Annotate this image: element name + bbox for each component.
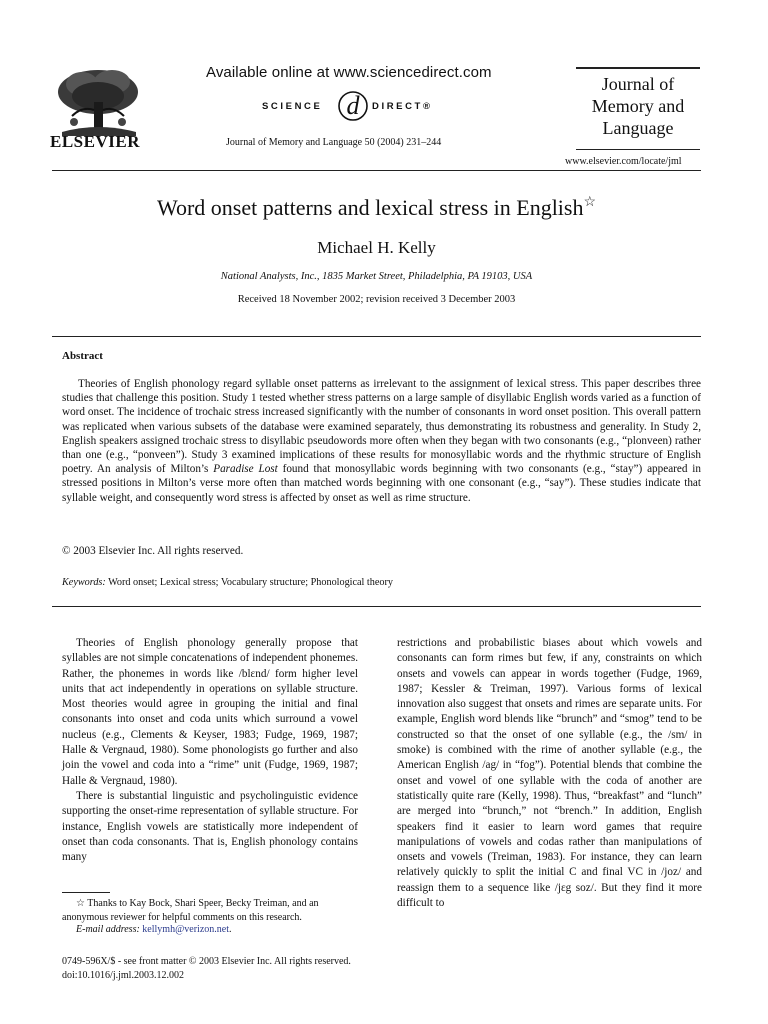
front-matter-line: 0749-596X/$ - see front matter © 2003 Elsevier Inc. All rights reserved. bbox=[62, 956, 351, 967]
title-footnote-star-icon[interactable]: ☆ bbox=[583, 195, 597, 210]
doi-line[interactable]: doi:10.1016/j.jml.2003.12.002 bbox=[62, 970, 184, 981]
received-dates: Received 18 November 2002; revision received 3 December 2003 bbox=[237, 294, 516, 305]
abstract-italic-title: Paradise Lost bbox=[213, 463, 278, 476]
svg-text:d: d bbox=[346, 91, 360, 120]
journal-box-top-rule bbox=[576, 67, 700, 69]
abstract-top-divider bbox=[52, 336, 701, 337]
footnote-thanks: ☆ Thanks to Kay Bock, Shari Speer, Becky Treiman, and an anonymous reviewer for helpful comments on this research. bbox=[62, 898, 319, 923]
journal-box-line: Memory and bbox=[591, 96, 685, 116]
email-label: E-mail address: bbox=[76, 924, 140, 935]
journal-citation: Journal of Memory and Language 50 (2004) 231–244 bbox=[226, 137, 442, 148]
sciencedirect-right: DIRECT® bbox=[372, 101, 433, 112]
author-affiliation: National Analysts, Inc., 1835 Market Street, Philadelphia, PA 19103, USA bbox=[220, 271, 533, 282]
abstract-body bbox=[62, 377, 701, 505]
header-divider bbox=[52, 170, 701, 171]
keywords-line bbox=[62, 577, 393, 588]
keywords-bottom-divider bbox=[52, 606, 701, 607]
body-paragraph: restrictions and probabilistic biases about which vowels and consonants can form rimes but few, if any, constraints on which onsets and vowels can appear in words together (Fudge, 1969, 1987; Kessler & Treiman, 1997). Various forms of lexical innovation also suggest that onsets and rimes are separate units. For example, English word blends like “brunch” and “smog” tend to be constructed so that the onset of one syllable (e.g., the /sm/ in smoke) is combined with the rime of another syllable (e.g., the American English /ag/ in “fog”). Potential blends that combine the onset and vowel of one syllable with the coda of another are statistically quite rare (Kelly, 1998). Thus, “breakfast” and “lunch” are merged into “brunch,” not “brench.” In addition, English speakers find it easier to learn word games that require manipulations of vowels and codas rather than manipulations of onsets and vowels (Treiman, 1983). For instance, they can learn relatively quickly to split the initial C and final VC in /joz/ and reassign them to a sequence like /jɛg soz/. But they find it more difficult to bbox=[397, 637, 702, 910]
keywords-list: Word onset; Lexical stress; Vocabulary structure; Phonological theory bbox=[105, 577, 393, 588]
abstract-text-part2: found that monosyllabic words beginning with two consonants (e.g., “stay”) appeared in stressed positions in Milton’s verse more often than matched words beginning with one consonant (e.g., “say”). These studies indicate that syllable weight, and consequently word stress is affected by onset as well as rime structure. bbox=[62, 463, 701, 504]
abstract-heading: Abstract bbox=[62, 350, 103, 362]
keywords-label: Keywords: bbox=[62, 577, 106, 588]
sciencedirect-d-icon bbox=[336, 88, 370, 122]
email-link[interactable]: kellymh@verizon.net bbox=[142, 924, 229, 935]
body-left-column bbox=[62, 636, 358, 865]
journal-box-line: Journal of bbox=[601, 74, 675, 94]
body-right-column bbox=[397, 636, 702, 911]
body-paragraph: There is substantial linguistic and psycholinguistic evidence supporting the onset-rime representation of syllable structure. For instance, English vowels are statistically more independent of onset than coda consonants. That is, English phonology contains many bbox=[62, 789, 358, 864]
email-end: . bbox=[228, 924, 232, 935]
journal-box-line: Language bbox=[602, 118, 674, 138]
sciencedirect-left: SCIENCE bbox=[262, 101, 323, 112]
article-title bbox=[52, 194, 701, 221]
available-online-text[interactable]: Available online at www.sciencedirect.com bbox=[206, 64, 492, 81]
body-paragraph: Theories of English phonology generally propose that syllables are not simple concatenations of independent phonemes. Rather, the phonemes in words like /blɛnd/ form higher level units that act independently in operations on syllable structure. Most theories would agree in grouping the initial and final consonants into onset and coda units which surround a vowel nucleus (e.g., Clements & Keyser, 1983; Fudge, 1969, 1987; Halle & Vergnaud, 1980). Some phonologists go further and also join the vowel and coda into a “rime” unit (Fudge, 1969, 1987; Halle & Vergnaud, 1980). bbox=[62, 637, 358, 787]
abstract-copyright: © 2003 Elsevier Inc. All rights reserved. bbox=[62, 545, 244, 557]
footnote-divider bbox=[62, 892, 110, 893]
journal-url-link[interactable]: www.elsevier.com/locate/jml bbox=[565, 156, 682, 167]
journal-box-bottom-rule bbox=[576, 149, 700, 150]
abstract-text-part1: Theories of English phonology regard syllable onset patterns as irrelevant to the assignment of lexical stress. This paper describes three studies that challenge this position. Study 1 tested whether stress patterns on a large sample of disyllabic English words varied as a function of word onset. The incidence of trochaic stress increased significantly with the number of consonants in word onset position. This overall pattern was replicated when various subsets of the database were examined separately, thus demonstrating its robustness and generality. In Study 2, English speakers assigned trochaic stress to disyllabic pseudowords more often when they began with two consonants (e.g., “plonveen) rather than one (e.g., “ponveen”). Study 3 examined implications of these results for monosyllabic words and the rhythmic structure of English poetry. An analysis of Milton’s bbox=[62, 378, 701, 476]
footnote-email bbox=[76, 924, 231, 935]
article-author: Michael H. Kelly bbox=[317, 238, 436, 257]
article-title-text: Word onset patterns and lexical stress in English bbox=[156, 195, 584, 220]
journal-box-title bbox=[576, 73, 700, 139]
publisher-name: ELSEVIER bbox=[50, 132, 140, 151]
